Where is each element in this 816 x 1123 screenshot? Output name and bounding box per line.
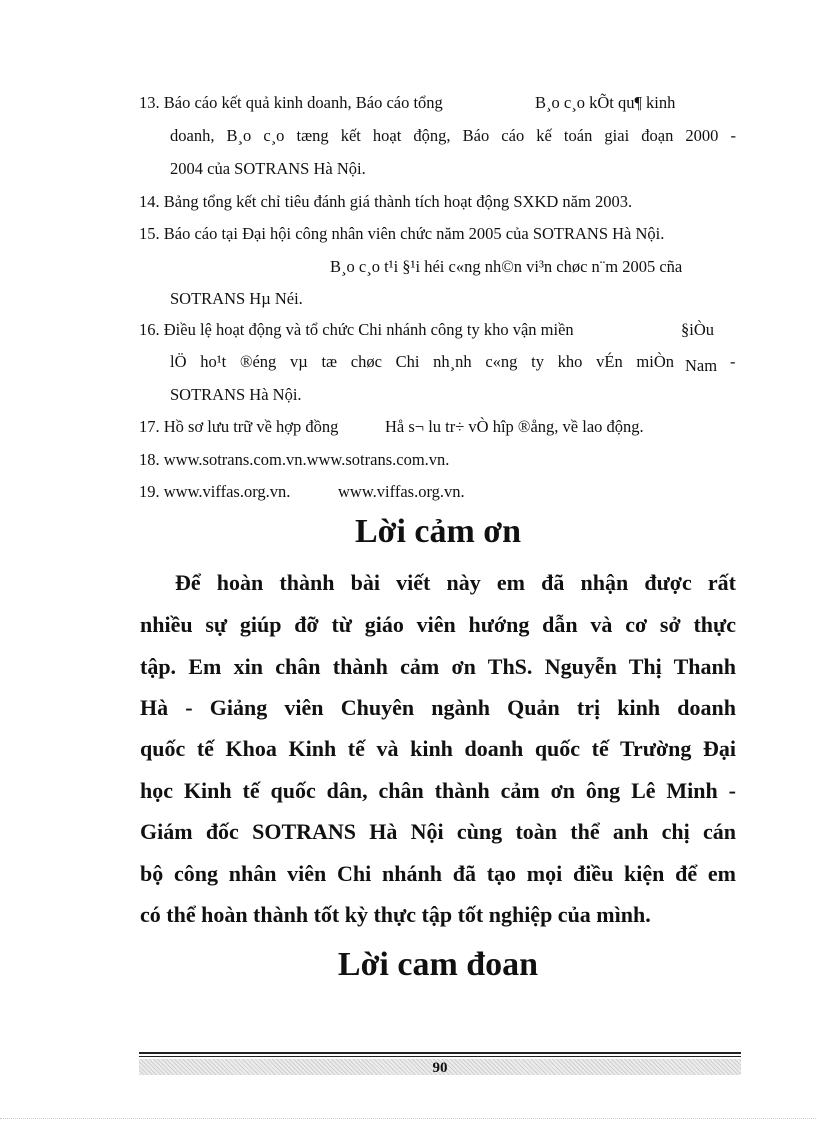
reference-14: 14. Bảng tổng kết chỉ tiêu đánh giá thành tích hoạt động SXKD năm 2003. — [139, 192, 633, 211]
page-bottom-edge — [0, 1118, 816, 1120]
reference-13-line-3: 2004 của SOTRANS Hà Nội. — [170, 159, 366, 178]
reference-17-line: 17. Hồ sơ lưu trữ về hợp đồng — [139, 417, 339, 436]
reference-19-duplicate: www.viffas.org.vn. — [338, 482, 465, 501]
reference-15-garbled-fragment: B¸o c¸o t¹i §¹i héi c«ng nh©n vi³n chøc n¨m 2005 cña — [330, 257, 683, 276]
reference-13-line-2: doanh, B¸o c¸o tæng kết hoạt động, Báo cáo kế toán giai đoạn 2000 - — [170, 126, 736, 145]
reference-16-dash: - — [730, 352, 736, 371]
acknowledgement-line: nhiều sự giúp đỡ từ giáo viên hướng dẫn và cơ sở thực — [140, 612, 736, 637]
acknowledgement-line: Hà - Giảng viên Chuyên ngành Quản trị kinh doanh — [140, 695, 736, 720]
acknowledgement-line: học Kinh tế quốc dân, chân thành cảm ơn ông Lê Minh - — [140, 778, 736, 803]
acknowledgement-title: Lời cảm ơn — [354, 513, 522, 550]
reference-17-garbled-fragment: Hå s¬ lu tr÷ vÒ hîp ®ång, về lao động. — [385, 417, 644, 436]
reference-18: 18. www.sotrans.com.vn.www.sotrans.com.vn. — [139, 450, 450, 469]
reference-13-line-1: 13. Báo cáo kết quả kinh doanh, Báo cáo tổng — [139, 93, 443, 112]
acknowledgement-line: tập. Em xin chân thành cảm ơn ThS. Nguyễn Thị Thanh — [140, 654, 736, 679]
reference-16-line-1: 16. Điều lệ hoạt động và tổ chức Chi nhánh công ty kho vận miền — [139, 320, 574, 339]
acknowledgement-line: Giám đốc SOTRANS Hà Nội cùng toàn thể anh chị cán — [140, 819, 736, 844]
acknowledgement-line: có thể hoàn thành tốt kỳ thực tập tốt nghiệp của mình. — [140, 902, 651, 927]
reference-19: 19. www.viffas.org.vn. — [139, 482, 291, 501]
reference-16-garbled-word: §iÒu — [681, 320, 714, 339]
reference-13-garbled-fragment: B¸o c¸o kÕt qu¶ kinh — [535, 93, 676, 112]
reference-15-line-1: 15. Báo cáo tại Đại hội công nhân viên chức năm 2005 của SOTRANS Hà Nội. — [139, 224, 665, 243]
acknowledgement-line: Để hoàn thành bài viết này em đã nhận được rất — [175, 570, 736, 595]
reference-16-garbled-line: lÖ ho¹t ®éng vµ tæ chøc Chi nh¸nh c«ng ty kho vÉn miÒn — [170, 352, 674, 371]
page-number: 90 — [432, 1060, 448, 1076]
reference-16-word-nam: Nam — [685, 356, 718, 375]
acknowledgement-line: bộ công nhân viên Chi nhánh đã tạo mọi điều kiện để em — [140, 861, 736, 886]
commitment-title: Lời cam đoan — [337, 946, 539, 983]
acknowledgement-line: quốc tế Khoa Kinh tế và kinh doanh quốc tế Trường Đại — [140, 736, 736, 761]
reference-15-line-3: SOTRANS Hµ Néi. — [170, 289, 303, 308]
footer-rule-thin — [139, 1056, 741, 1057]
reference-16-line-3: SOTRANS Hà Nội. — [170, 385, 302, 404]
footer-rule-thick — [139, 1052, 741, 1054]
